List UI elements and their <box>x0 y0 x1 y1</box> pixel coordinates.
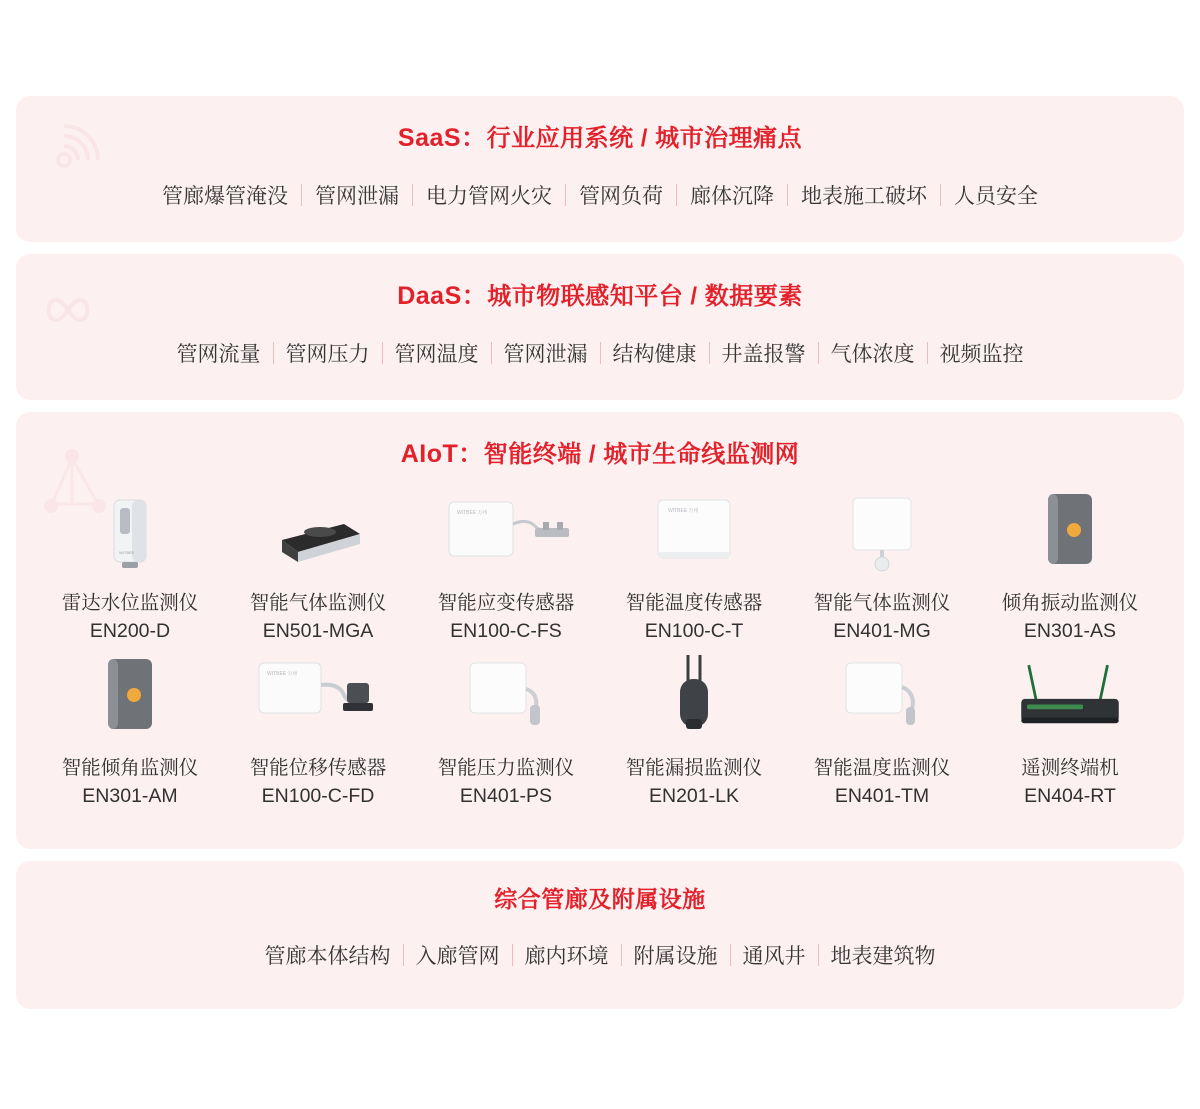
device-caption <box>814 590 951 645</box>
layer-daas-title <box>16 276 1184 312</box>
device-grid <box>16 484 1184 811</box>
device-card[interactable] <box>600 484 788 645</box>
tag-item[interactable]: 气体浓度 <box>830 343 915 366</box>
leak-monitor-device-icon <box>619 649 769 745</box>
device-name: 智能温度监测仪 <box>813 757 951 780</box>
layer-aiot-title-en: AIoT： <box>400 440 484 468</box>
tag-item[interactable]: 管网流量 <box>176 343 261 366</box>
device-model: EN501-MGA <box>262 619 374 642</box>
tag-item[interactable]: 管网压力 <box>285 343 370 366</box>
device-name: 遥测终端机 <box>1021 757 1119 780</box>
pressure-monitor-device-icon <box>431 649 581 745</box>
device-caption <box>438 755 575 810</box>
device-card[interactable] <box>788 484 976 645</box>
layer-saas <box>16 96 1184 242</box>
temperature-monitor-device-icon <box>807 649 957 745</box>
device-model: EN301-AM <box>82 785 178 808</box>
device-name: 智能温度传感器 <box>625 592 763 614</box>
gas-monitor-device-icon <box>243 484 393 580</box>
temperature-sensor-device-icon <box>619 484 769 580</box>
layer-daas-title-en: DaaS： <box>397 282 488 310</box>
layer-saas-title <box>16 118 1184 154</box>
svg-text:WITBEE 万州: WITBEE 万州 <box>668 508 699 514</box>
device-card[interactable] <box>224 649 412 810</box>
device-name: 智能位移传感器 <box>249 757 387 780</box>
top-spacer <box>16 0 1184 96</box>
device-name: 雷达水位监测仪 <box>61 592 199 614</box>
device-model: EN401-TM <box>834 785 930 808</box>
displacement-sensor-device-icon <box>243 649 393 745</box>
device-caption <box>250 590 387 645</box>
layer-daas-tag-row <box>16 338 1184 368</box>
layer-saas-tag-row <box>16 180 1184 210</box>
tilt-monitor-device-icon <box>55 649 205 745</box>
device-caption <box>626 590 763 645</box>
device-caption <box>814 755 951 810</box>
device-card[interactable] <box>976 484 1164 645</box>
layer-daas-title-cn: 城市物联感知平台 / 数据要素 <box>487 283 803 310</box>
tag-item[interactable]: 通风井 <box>742 945 806 968</box>
tilt-vibration-device-icon <box>995 484 1145 580</box>
device-model: EN401-PS <box>459 785 553 808</box>
device-name: 智能气体监测仪 <box>249 592 387 614</box>
device-caption <box>62 590 199 645</box>
layer-aiot-title <box>16 434 1184 470</box>
layer-infrastructure-tag-row <box>16 940 1184 970</box>
tag-item[interactable]: 附属设施 <box>633 945 718 968</box>
svg-text:WITBEE: WITBEE <box>119 550 135 555</box>
layer-daas <box>16 254 1184 400</box>
rtu-router-device-icon <box>995 649 1145 745</box>
device-model: EN200-D <box>89 619 171 642</box>
radar-water-level-device-icon <box>55 484 205 580</box>
layer-infrastructure <box>16 861 1184 1009</box>
device-card[interactable] <box>224 484 412 645</box>
svg-text:WITBEE 万州: WITBEE 万州 <box>267 671 298 678</box>
device-card[interactable] <box>36 484 224 645</box>
gas-sensor-device-icon <box>807 484 957 580</box>
device-name: 智能气体监测仪 <box>813 592 951 614</box>
layer-saas-title-en: SaaS： <box>397 124 487 152</box>
tag-item[interactable]: 入廊管网 <box>415 945 500 968</box>
device-card[interactable] <box>976 649 1164 810</box>
device-model: EN100-C-T <box>644 619 744 642</box>
tag-item[interactable]: 结构健康 <box>612 343 697 366</box>
device-card[interactable] <box>412 649 600 810</box>
device-model: EN201-LK <box>649 785 739 808</box>
device-model: EN401-MG <box>833 619 931 642</box>
tag-item[interactable]: 地表建筑物 <box>830 945 936 968</box>
layer-infrastructure-title <box>16 881 1184 914</box>
device-model: EN100-C-FS <box>450 619 562 642</box>
tag-item[interactable]: 人员安全 <box>954 185 1038 208</box>
device-card[interactable] <box>36 649 224 810</box>
device-caption <box>62 755 199 810</box>
device-model: EN404-RT <box>1024 785 1116 808</box>
layer-saas-title-cn: 行业应用系统 / 城市治理痛点 <box>486 125 803 152</box>
tag-item[interactable]: 廊内环境 <box>524 945 609 968</box>
device-caption <box>1002 590 1139 645</box>
device-name: 智能应变传感器 <box>437 592 575 614</box>
strain-sensor-device-icon <box>431 484 581 580</box>
device-card[interactable] <box>412 484 600 645</box>
tag-item[interactable]: 管网温度 <box>394 343 479 366</box>
layer-aiot <box>16 412 1184 849</box>
device-caption <box>626 755 763 810</box>
tag-item[interactable]: 电力管网火灾 <box>426 185 552 208</box>
device-name: 智能倾角监测仪 <box>61 757 199 780</box>
tag-item[interactable]: 管网泄漏 <box>503 343 588 366</box>
device-caption <box>438 590 575 645</box>
device-card[interactable] <box>788 649 976 810</box>
tag-item[interactable]: 管廊本体结构 <box>264 945 391 968</box>
device-name: 倾角振动监测仪 <box>1001 592 1139 614</box>
tag-item[interactable]: 管网负荷 <box>579 185 663 208</box>
tag-item[interactable]: 廊体沉降 <box>690 185 774 208</box>
layer-infrastructure-title-cn: 综合管廊及附属设施 <box>494 886 706 912</box>
device-name: 智能漏损监测仪 <box>625 757 763 780</box>
tag-item[interactable]: 井盖报警 <box>721 343 806 366</box>
layer-aiot-title-cn: 智能终端 / 城市生命线监测网 <box>483 441 800 468</box>
svg-text:WITBEE 万州: WITBEE 万州 <box>457 510 488 516</box>
tag-item[interactable]: 视频监控 <box>939 343 1024 366</box>
device-card[interactable] <box>600 649 788 810</box>
tag-item[interactable]: 地表施工破坏 <box>801 185 927 208</box>
device-model: EN301-AS <box>1023 619 1117 642</box>
device-caption <box>250 755 387 810</box>
device-model: EN100-C-FD <box>261 785 375 808</box>
device-name: 智能压力监测仪 <box>437 757 575 780</box>
tag-item[interactable]: 管廊爆管淹没 <box>162 185 288 208</box>
device-caption <box>1021 755 1119 810</box>
tag-item[interactable]: 管网泄漏 <box>315 185 399 208</box>
